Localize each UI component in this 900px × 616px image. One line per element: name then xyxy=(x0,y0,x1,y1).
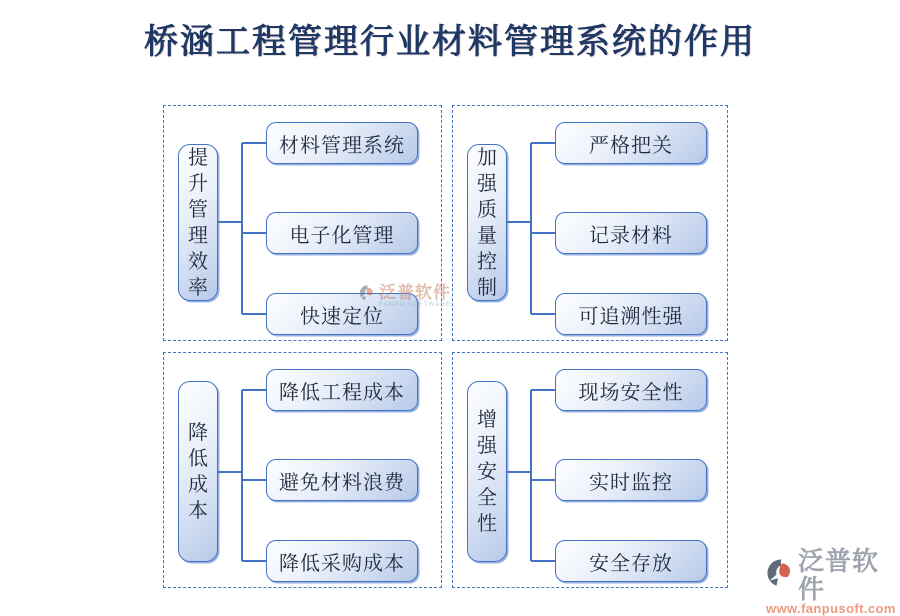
child-node: 安全存放 xyxy=(555,540,707,582)
child-node: 严格把关 xyxy=(555,122,707,164)
connector-parent-line xyxy=(218,221,242,223)
parent-node-label: 增强安全性 xyxy=(477,408,497,535)
fanpu-logo-icon xyxy=(766,557,796,594)
connector-stub xyxy=(531,389,555,391)
parent-node-label: 降低成本 xyxy=(188,421,208,522)
parent-node-safety xyxy=(467,381,507,562)
child-node: 记录材料 xyxy=(555,212,707,254)
child-node: 避免材料浪费 xyxy=(266,459,418,501)
watermark-brand-text: 泛普软件 xyxy=(379,283,451,302)
page-title: 桥涵工程管理行业材料管理系统的作用 xyxy=(144,24,756,61)
watermark-subtext: FANPU SOFTWARE xyxy=(379,302,452,308)
child-node: 降低工程成本 xyxy=(266,369,418,411)
watermark-footer xyxy=(766,547,900,616)
connector-spine xyxy=(241,390,243,561)
connector-stub xyxy=(531,142,555,144)
connector-spine xyxy=(241,143,243,314)
child-node: 现场安全性 xyxy=(555,369,707,411)
child-node: 快速定位 xyxy=(266,293,418,335)
connector-stub xyxy=(242,232,266,234)
connector-parent-line xyxy=(507,221,531,223)
watermark-url: www.fanpusoft.com xyxy=(766,601,896,616)
parent-node-quality xyxy=(467,144,507,301)
quadrant-quality xyxy=(452,105,728,341)
child-node: 可追溯性强 xyxy=(555,293,707,335)
connector-stub xyxy=(242,479,266,481)
quadrant-cost xyxy=(163,352,442,588)
quadrant-efficiency xyxy=(163,105,442,341)
watermark-brand-text: 泛普软件 xyxy=(798,546,880,604)
connector-stub xyxy=(242,142,266,144)
parent-node-label: 加强质量控制 xyxy=(477,146,497,299)
connector-stub xyxy=(531,232,555,234)
child-node: 电子化管理 xyxy=(266,212,418,254)
connector-stub xyxy=(242,313,266,315)
parent-node-efficiency xyxy=(178,144,218,301)
quadrant-safety xyxy=(452,352,728,588)
connector-spine xyxy=(530,143,532,314)
child-node: 材料管理系统 xyxy=(266,122,418,164)
connector-parent-line xyxy=(507,471,531,473)
parent-node-label: 提升管理效率 xyxy=(188,146,208,299)
child-node: 降低采购成本 xyxy=(266,540,418,582)
child-node: 实时监控 xyxy=(555,459,707,501)
connector-stub xyxy=(531,313,555,315)
connector-parent-line xyxy=(218,471,242,473)
parent-node-cost xyxy=(178,381,218,562)
connector-spine xyxy=(530,390,532,561)
connector-stub xyxy=(242,389,266,391)
connector-stub xyxy=(531,560,555,562)
connector-stub xyxy=(531,479,555,481)
connector-stub xyxy=(242,560,266,562)
